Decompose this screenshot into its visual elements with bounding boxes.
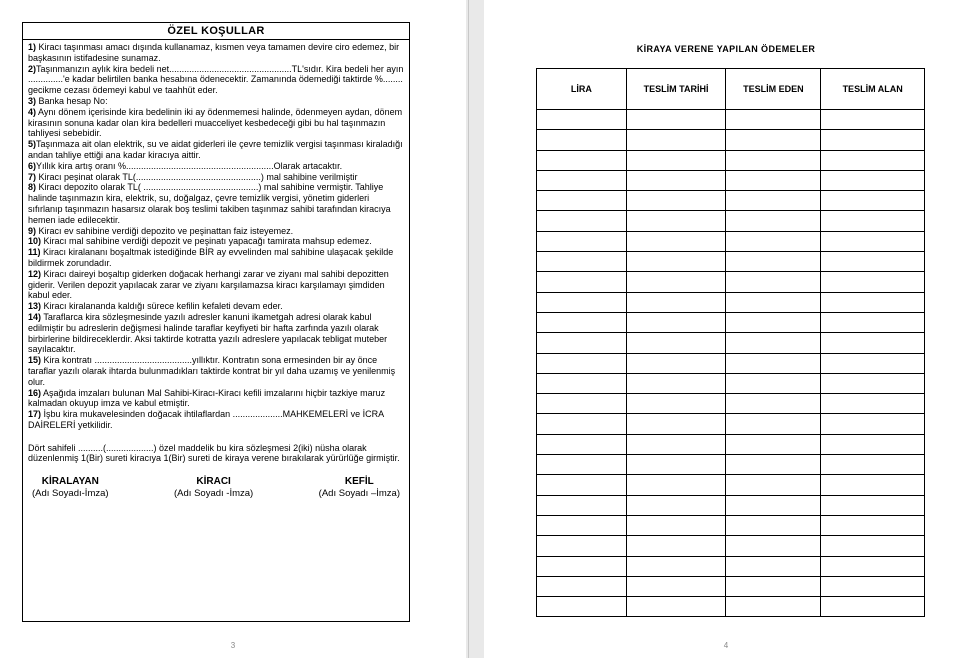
clause-number: 17) (28, 409, 42, 420)
table-cell[interactable] (726, 170, 821, 190)
special-conditions-title: ÖZEL KOŞULLAR (23, 23, 409, 40)
clause-3 (28, 96, 404, 107)
column-header-3: TESLİM EDEN (726, 69, 821, 110)
table-row (537, 272, 925, 292)
clause-text: Kira kontratı .......................................yıllıktır. Kontratın sona ermesinden bir ay önce taraflar yazılı olarak ihtarda bulunmadıkları taktirde kontrat bir yıl daha uzamış ve yenilenmiş olur. (28, 355, 396, 387)
column-header-2: TESLİM TARİHİ (626, 69, 726, 110)
clause-text: Kiracı depozito olarak TL( ..............................................) mal sahibine vermiştir. Tahliye halinde taşınmazın kira, elektrik, su, doğalgaz, çevre temizlik vergisi, yönetim giderleri sıfırlanıp taşınmazın hasarsız olarak boş teslimi takiben taşınmaz sahibi tarafından kiracıya hemen iade edilecektir. (28, 182, 391, 225)
clause-text: Aynı dönem içerisinde kira bedelinin iki ay ödenmemesi halinde, ödenmeyen aydan, dönem kirasının sonuna kadar olan kira bedelleri muacceliyet kesbedeceği gibi bu hal taşınmazın tahliyesi sebebidir. (28, 106, 403, 139)
clause-number: 2) (28, 63, 37, 74)
table-cell[interactable] (626, 455, 726, 475)
table-cell[interactable] (626, 292, 726, 312)
table-row (537, 252, 925, 272)
table-cell[interactable] (726, 150, 821, 170)
clause-number: 14) (28, 311, 42, 322)
table-cell[interactable] (821, 211, 925, 231)
clause-number: 9) (28, 225, 37, 236)
signature-sub: (Adı Soyadı –İmza) (318, 488, 400, 500)
table-row (537, 495, 925, 515)
table-cell[interactable] (626, 576, 726, 596)
table-cell[interactable] (821, 394, 925, 414)
table-row (537, 394, 925, 414)
table-cell[interactable] (626, 191, 726, 211)
table-row (537, 455, 925, 475)
table-cell[interactable] (821, 536, 925, 556)
table-cell[interactable] (726, 434, 821, 454)
clause-text: İşbu kira mukavelesinden doğacak ihtilaflardan ....................MAHKEMELERİ ve İCRA DAİRELERİ yetkilidir. (28, 409, 384, 430)
table-cell[interactable] (537, 515, 627, 535)
clause-number: 12) (28, 268, 42, 279)
table-cell[interactable] (726, 211, 821, 231)
table-row (537, 353, 925, 373)
table-row (537, 536, 925, 556)
table-row (537, 475, 925, 495)
signature-sub: (Adı Soyadı -İmza) (174, 488, 254, 500)
table-cell[interactable] (537, 434, 627, 454)
table-row (537, 373, 925, 393)
page-number-4: 4 (723, 641, 729, 650)
table-cell[interactable] (821, 333, 925, 353)
table-cell[interactable] (726, 353, 821, 373)
table-row (537, 231, 925, 251)
table-cell[interactable] (726, 272, 821, 292)
table-cell[interactable] (537, 170, 627, 190)
signature-title: KİRALAYAN (41, 476, 99, 488)
table-cell[interactable] (821, 312, 925, 332)
table-cell[interactable] (626, 556, 726, 576)
table-cell[interactable] (821, 495, 925, 515)
table-row (537, 211, 925, 231)
clause-text: Kiracı taşınması amacı dışında kullanamaz, kısmen veya tamamen devire ciro edemez, bir başkasının istifadesine sunamaz. (28, 42, 400, 63)
table-cell[interactable] (626, 211, 726, 231)
clause-7 (28, 172, 404, 183)
signature-2 (174, 476, 253, 500)
clause-2 (28, 64, 404, 96)
clause-text: Aşağıda imzaları bulunan Mal Sahibi-Kiracı-Kiracı kefili imzalarını hiçbir tazkiye maruz kalmadan okuyup imza ve kabul etmiştir. (28, 387, 386, 409)
table-cell[interactable] (537, 130, 627, 150)
table-cell[interactable] (821, 150, 925, 170)
table-cell[interactable] (537, 495, 627, 515)
table-cell[interactable] (726, 515, 821, 535)
clause-number: 10) (28, 236, 42, 247)
table-cell[interactable] (821, 576, 925, 596)
table-cell[interactable] (626, 597, 726, 617)
table-cell[interactable] (626, 130, 726, 150)
table-cell[interactable] (626, 515, 726, 535)
table-cell[interactable] (821, 130, 925, 150)
table-cell[interactable] (537, 475, 627, 495)
clause-number: 5) (28, 139, 37, 150)
table-cell[interactable] (726, 536, 821, 556)
clause-8 (28, 182, 404, 225)
table-cell[interactable] (537, 312, 627, 332)
table-cell[interactable] (537, 333, 627, 353)
clause-number: 13) (28, 301, 42, 312)
table-cell[interactable] (537, 191, 627, 211)
table-cell[interactable] (626, 394, 726, 414)
clause-17 (28, 409, 404, 431)
table-cell[interactable] (821, 414, 925, 434)
table-cell[interactable] (537, 353, 627, 373)
table-cell[interactable] (537, 292, 627, 312)
table-cell[interactable] (726, 556, 821, 576)
clause-number: 11) (28, 247, 41, 258)
clause-text: Banka hesap No: (36, 95, 108, 106)
table-cell[interactable] (726, 455, 821, 475)
table-row (537, 597, 925, 617)
table-row (537, 576, 925, 596)
clause-text: Kiracı peşinat olarak TL(..................................................) mal sahibine verilmiştir (36, 171, 358, 182)
table-cell[interactable] (821, 110, 925, 130)
clause-11 (28, 247, 404, 269)
clause-6 (28, 161, 404, 172)
table-cell[interactable] (626, 475, 726, 495)
table-cell[interactable] (626, 312, 726, 332)
signature-title: KİRACI (196, 476, 231, 488)
clause-text: Kiracı kiralananda kaldığı sürece kefilin kefaleti devam eder. (41, 301, 283, 312)
table-cell[interactable] (821, 353, 925, 373)
clause-text: Kiracı ev sahibine verdiği depozito ve peşinattan faiz isteyemez. (36, 225, 294, 236)
table-cell[interactable] (537, 373, 627, 393)
clause-4 (28, 107, 404, 139)
table-cell[interactable] (537, 576, 627, 596)
table-cell[interactable] (821, 434, 925, 454)
clause-text: Kiracı kiralananı boşaltmak istediğinde BİR ay evvelinden mal sahibine ulaşacak şekilde bildirmek zorundadır. (28, 247, 394, 268)
table-cell[interactable] (626, 536, 726, 556)
page-4 (484, 0, 968, 658)
clause-text: Kiracı mal sahibine verdiği depozit ve peşinatı yapacağı tamirata mahsup edemez. (41, 236, 372, 247)
signature-title: KEFİL (344, 476, 374, 488)
table-cell[interactable] (821, 292, 925, 312)
table-cell[interactable] (626, 333, 726, 353)
clause-9 (28, 226, 404, 237)
table-cell[interactable] (537, 414, 627, 434)
clause-number: 16) (28, 387, 42, 398)
page-number-3: 3 (230, 641, 236, 650)
page-separator (468, 0, 469, 658)
table-row (537, 434, 925, 454)
column-header-4: TESLİM ALAN (821, 69, 925, 110)
table-cell[interactable] (821, 515, 925, 535)
table-cell[interactable] (821, 455, 925, 475)
table-cell[interactable] (537, 110, 627, 130)
signature-1 (32, 476, 109, 500)
table-cell[interactable] (726, 231, 821, 251)
table-row (537, 515, 925, 535)
table-cell[interactable] (726, 292, 821, 312)
table-cell[interactable] (726, 495, 821, 515)
signature-block (28, 476, 404, 500)
table-cell[interactable] (626, 170, 726, 190)
table-cell[interactable] (821, 191, 925, 211)
table-cell[interactable] (821, 252, 925, 272)
table-cell[interactable] (626, 434, 726, 454)
closing-statement: Dört sahifeli ..........(...................) özel maddelik bu kira sözleşmesi 2(iki) nüsha olarak düzenlenmiş 1(Bir) sureti kiracıya 1(Bir) sureti de kiraya verene bırakılarak yürürlüğe girmiştir. (28, 442, 400, 464)
table-cell[interactable] (726, 110, 821, 130)
page-3 (0, 0, 466, 658)
table-cell[interactable] (537, 455, 627, 475)
table-row (537, 170, 925, 190)
table-row (537, 150, 925, 170)
table-cell[interactable] (537, 556, 627, 576)
clause-text: Taşınmaza ait olan elektrik, su ve aidat giderleri ile çevre temizlik vergisi taşınması kiraladığı andan tahliye ettiği ana kadar kiracıya aittir. (28, 139, 403, 160)
table-cell[interactable] (821, 272, 925, 292)
table-row (537, 110, 925, 130)
table-cell[interactable] (821, 231, 925, 251)
clause-text: Kiracı daireyi boşaltıp giderken doğacak herhangi zarar ve ziyanı mal sahibi depozitten giderir. Verilen depozit yapılacak zarar ve ziyanı karşılamazsa kiracı karşılamayı şimdiden kabul eder. (28, 268, 389, 301)
table-cell[interactable] (726, 312, 821, 332)
table-cell[interactable] (537, 536, 627, 556)
clause-13 (28, 301, 404, 312)
table-cell[interactable] (626, 272, 726, 292)
table-row (537, 333, 925, 353)
table-cell[interactable] (726, 333, 821, 353)
table-cell[interactable] (626, 373, 726, 393)
payments-table (536, 68, 925, 617)
table-cell[interactable] (726, 597, 821, 617)
table-cell[interactable] (821, 475, 925, 495)
table-cell[interactable] (726, 475, 821, 495)
table-cell[interactable] (626, 495, 726, 515)
table-row (537, 556, 925, 576)
column-header-1: LİRA (537, 69, 627, 110)
table-cell[interactable] (821, 556, 925, 576)
table-cell[interactable] (821, 597, 925, 617)
clause-number: 3) (28, 95, 37, 106)
table-row (537, 292, 925, 312)
table-row (537, 414, 925, 434)
special-conditions-box (22, 22, 410, 622)
clause-12 (28, 269, 404, 301)
signature-sub: (Adı Soyadı-İmza) (32, 488, 109, 500)
table-cell[interactable] (537, 252, 627, 272)
clause-number: 1) (28, 42, 37, 52)
clause-text: Yıllık kira artış oranı %...........................................................Olarak artacaktır. (36, 160, 343, 171)
table-cell[interactable] (626, 150, 726, 170)
table-cell[interactable] (537, 272, 627, 292)
table-cell[interactable] (821, 373, 925, 393)
table-cell[interactable] (726, 130, 821, 150)
clause-1 (28, 42, 404, 64)
table-cell[interactable] (726, 576, 821, 596)
table-row (537, 191, 925, 211)
table-cell[interactable] (821, 170, 925, 190)
clause-number: 4) (28, 106, 37, 117)
table-row (537, 130, 925, 150)
table-cell[interactable] (726, 191, 821, 211)
clauses-list (23, 40, 409, 500)
table-cell[interactable] (626, 252, 726, 272)
clause-number: 6) (28, 160, 37, 171)
table-row (537, 312, 925, 332)
payments-table-header (537, 69, 925, 110)
table-cell[interactable] (537, 231, 627, 251)
signature-3 (319, 476, 400, 500)
clause-number: 8) (28, 182, 37, 193)
clause-number: 7) (28, 171, 37, 182)
table-cell[interactable] (626, 110, 726, 130)
table-cell[interactable] (626, 414, 726, 434)
table-cell[interactable] (726, 373, 821, 393)
table-cell[interactable] (726, 394, 821, 414)
table-cell[interactable] (537, 394, 627, 414)
clause-text: Taşınmanızın aylık kira bedeli net.................................................TL'sıdır. Kira bedeli her ayın ..............'e kadar belirtilen banka hesabına ödenecektir. Zamanında ödemediği taktirde %........ gecikme cezası ödemeyi kabul ve taahhüt eder. (28, 63, 404, 96)
table-cell[interactable] (626, 231, 726, 251)
clause-16 (28, 388, 404, 410)
clause-14 (28, 312, 404, 355)
clause-number: 15) (28, 355, 42, 366)
clause-15 (28, 355, 404, 387)
clause-5 (28, 139, 404, 161)
table-cell[interactable] (537, 150, 627, 170)
table-cell[interactable] (726, 414, 821, 434)
clause-10 (28, 236, 404, 247)
table-cell[interactable] (537, 211, 627, 231)
payments-title: KİRAYA VERENE YAPILAN ÖDEMELER (636, 44, 816, 54)
table-cell[interactable] (726, 252, 821, 272)
table-cell[interactable] (537, 597, 627, 617)
table-cell[interactable] (626, 353, 726, 373)
clause-text: Taraflarca kira sözleşmesinde yazılı adresler kanuni ikametgah adresi olarak kabul edilmiştir bu adreslerin değişmesi halinde taraflar keyfiyeti bir hafta zarfında yazılı olarak birbirlerine bildireceklerdir. Aksi taktirde kotratta yazılı adreslere yapılacak tebligat muteber sayılacaktır. (28, 311, 388, 355)
